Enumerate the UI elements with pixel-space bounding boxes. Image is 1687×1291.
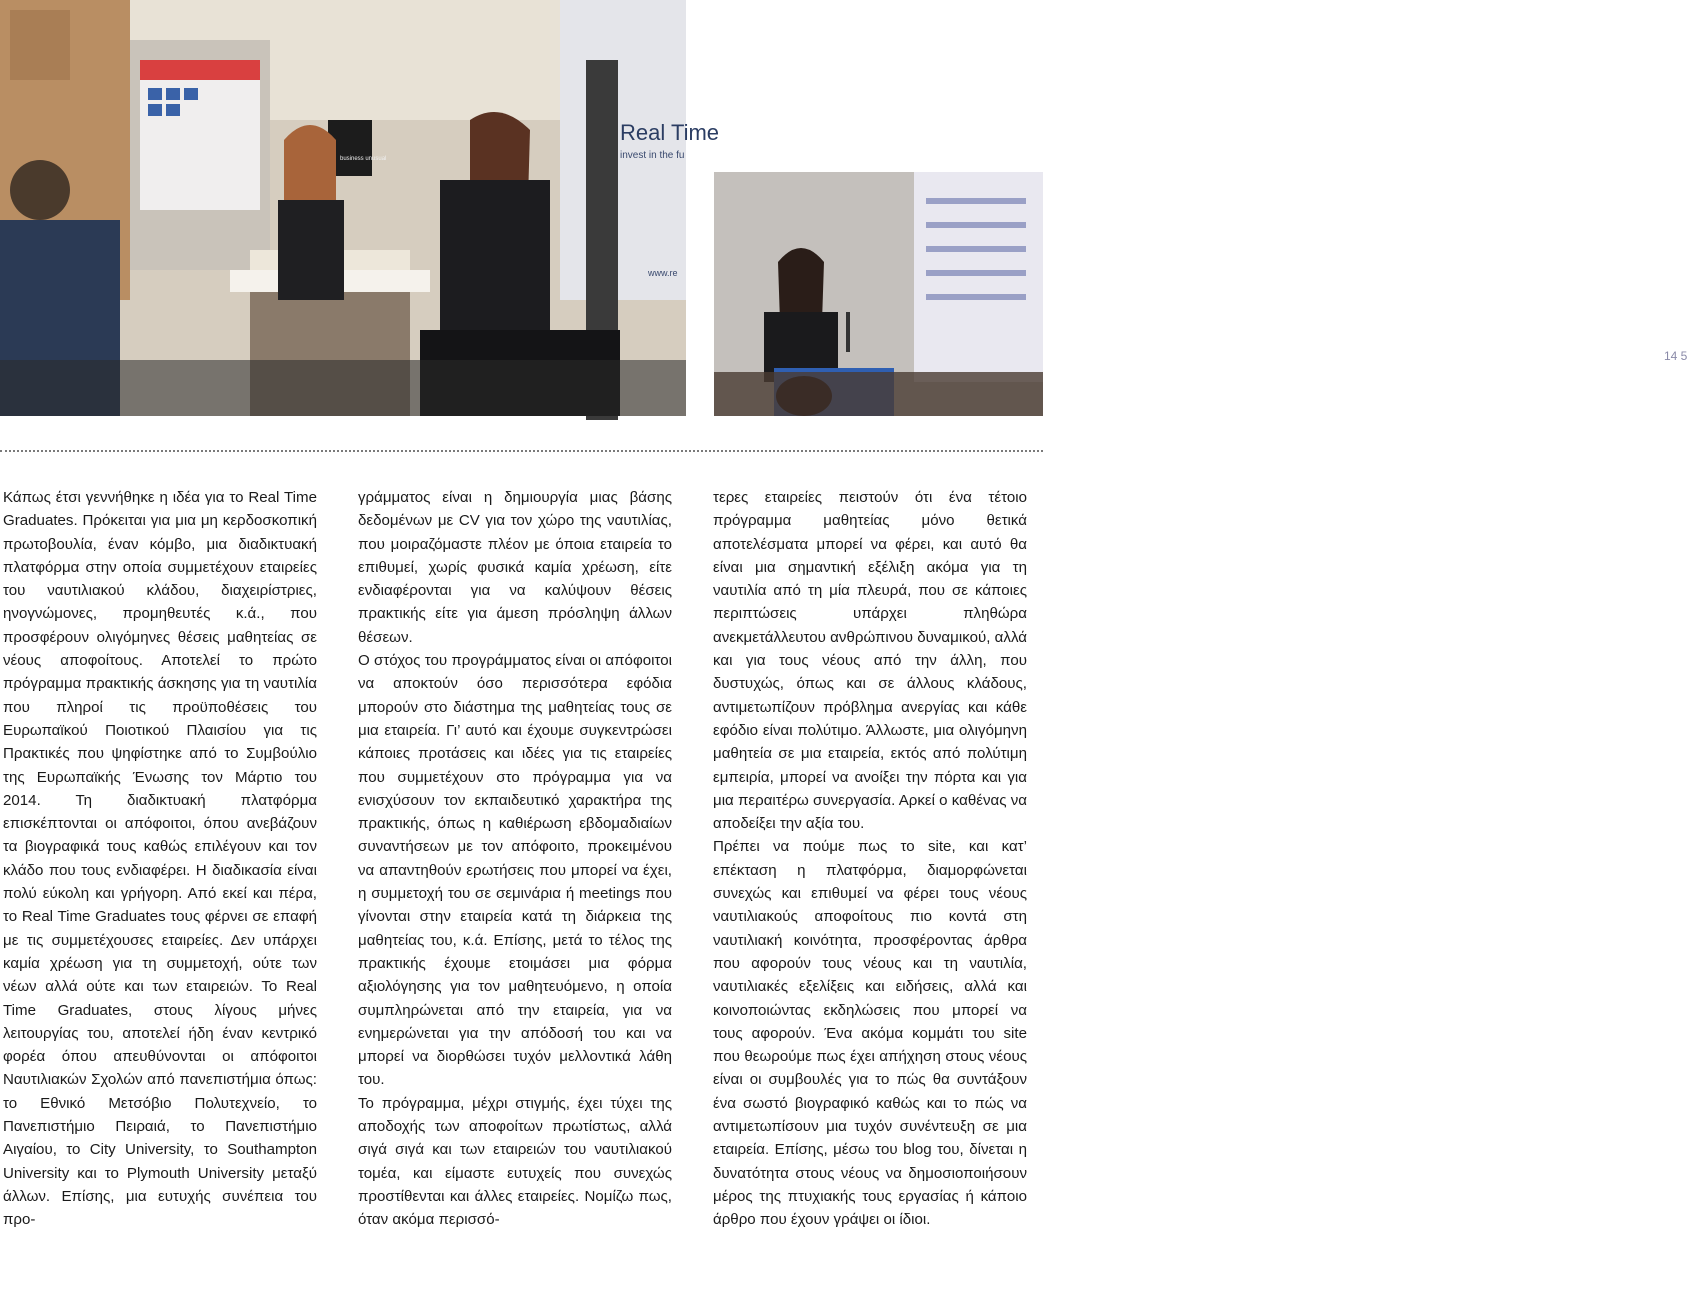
- podium-label-text: nia 2016: [1523, 549, 1575, 564]
- paragraph: Το πρόγραμμα, μέχρι στιγμής, έχει τύχει της αποδοχής των αποφοίτων πρωτίστως, αλλά σιγά σιγά και των εταιρειών του ναυτιλιακού τομέα, και είμαστε ευτυχείς που συνεχώς προστίθενται και άλλες εταιρείες. Νομίζω πως, όταν ακόμα περισσό-: [358, 1094, 672, 1229]
- slide-number-text: 14 5: [1664, 349, 1687, 363]
- paragraph: γράμματος είναι η δημιουργία μιας βάσης δεδομένων με CV για τον χώρο της ναυτιλίας, που μοιραζόμαστε πλέον με όποια εταιρεία το επιθυμεί, χωρίς φυσικά καμία χρέωση, είτε ενδιαφέρονται για να καλύψουν θέσεις πρακτικής είτε για άμεση πρόσληψη άλλων θέσεων.: [358, 489, 672, 646]
- meeting-photo: [0, 0, 720, 416]
- banner-url-text: www.re: [648, 268, 678, 278]
- dotted-divider: [0, 450, 1043, 452]
- paragraph: Ο στόχος του προγράμματος είναι οι απόφοιτοι να αποκτούν όσο περισσότερα εφόδια μπορούν στο διάστημα της μαθητείας τους σε μια εταιρεία. Γι’ αυτό και έχουμε συγκεντρώσει κάποιες προτάσεις και ιδέες για τις εταιρείες που συμμετέχουν στο πρόγραμμα για να ενισχύσουν τον εκπαιδευτικό χαρακτήρα της πρακτικής, όπως η καθιέρωση εβδομαδιαίων συναντήσεων με τον απόφοιτο, προκειμένου να απαντηθούν ερωτήσεις που μπορεί να έχει, η συμμετοχή του σε σεμινάρια ή meetings που γίνονται στην εταιρεία κατά τη διάρκεια της μαθητείας του, κ.ά. Επίσης, μετά το τέλος της πρακτικής έχουμε ετοιμάσει μια φόρμα αξιολόγησης για τον μαθητευόμενο, η οποία συμπληρώνεται από την εταιρεία, για να ενημερώνεται για την απόδοσή του και να μπορεί να διορθώσει τυχόν μελλοντικά λάθη του.: [358, 652, 672, 1089]
- banner-tagline-text: invest in the fu: [620, 150, 685, 161]
- article-column-3: [713, 486, 1027, 1232]
- paragraph: Κάπως έτσι γεννήθηκε η ιδέα για το Real Time Graduates. Πρόκειται για μια μη κερδοσκοπική πρωτοβουλία, έναν κόμβο, μια διαδικτυακή πλατφόρμα στην οποία συμμετέχουν εταιρείες του ναυτιλιακού κλάδου, διαχειρίστριες, ηνογνώμονες, προμηθευτές κ.ά., που προσφέρουν ολιγόμηνες θέσεις μαθητείας σε νέους αποφοίτους. Αποτελεί το πρώτο πρόγραμμα πρακτικής άσκησης για τη ναυτιλία που πληροί τις προϋποθέσεις του Ευρωπαϊκού Ποιοτικού Πλαισίου για τις Πρακτικές που ψηφίστηκε από το Συμβούλιο της Ευρωπαϊκής Ένωσης τον Μάρτιο του 2014. Τη διαδικτυακή πλατφόρμα επισκέπτονται οι απόφοιτοι, όπου ανεβάζουν τα βιογραφικά τους καθώς επιλέγουν και τον κλάδο που τους ενδιαφέρει. Η διαδικασία είναι πολύ εύκολη και γρήγορη. Από εκεί και πέρα, το Real Time Graduates τους φέρνει σε επαφή με τις συμμετέχουσες εταιρείες. Δεν υπάρχει καμία χρέωση για τη συμμετοχή, ούτε των νέων αλλά ούτε και των εταιρειών. Το Real Time Graduates, στους λίγους μήνες λειτουργίας του, αποτελεί ήδη έναν κεντρικό φορέα όπου απευθύνονται οι απόφοιτοι Ναυτιλιακών Σχολών από πανεπιστήμια όπως: το Εθνικό Μετσόβιο Πολυτεχνείο, το Πανεπιστήμιο Πειραιά, το Πανεπιστήμιο Αιγαίου, το City University, το Southampton University και το Plymouth University μεταξύ άλλων. Επίσης, μια ευτυχής συνέπεια του προ-: [3, 489, 317, 1229]
- article-column-2: [358, 486, 672, 1232]
- banner-title-text: Real Time: [620, 120, 720, 145]
- paragraph: τερες εταιρείες πειστούν ότι ένα τέτοιο πρόγραμμα μαθητείας μόνο θετικά αποτελέσματα μπορεί να φέρει, και αυτό θα είναι μια σημαντική εξέλιξη ακόμα για τη ναυτιλία από τη μία πλευρά, που σε κάποιες περιπτώσεις υπάρχει πληθώρα ανεκμετάλλευτου ανθρώπινου δυναμικού, αλλά και για τους νέους από την άλλη, που δυστυχώς, όπως και σε άλλους κλάδους, αντιμετωπίζουν πρόβλημα ανεργίας και κάθε εφόδιο είναι πολύτιμο. Άλλωστε, μια ολιγόμηνη μαθητεία σε μια εταιρεία, εκτός από πολύτιμη εμπειρία, μπορεί να ανοίξει την πόρτα και για μια περαιτέρω συνεργασία. Αρκεί ο καθένας να αποδείξει την αξία του.: [713, 489, 1027, 833]
- article-column-1: [3, 486, 317, 1232]
- speaker-photo: [714, 172, 1687, 564]
- bag-label-text: business unusual: [340, 156, 387, 162]
- speaker-photo-scene: [714, 172, 1043, 416]
- paragraph: Πρέπει να πούμε πως το site, και κατ’ επέκταση η πλατφόρμα, διαμορφώνεται συνεχώς και επιθυμεί να φέρει τους νέους ναυτιλιακούς αποφοίτους πιο κοντά στη ναυτιλιακή κοινότητα, προσφέροντας άρθρα που αφορούν τους νέους και τη ναυτιλία, ναυτιλιακές εξελίξεις και ειδήσεις, αλλά και κοινοποιώντας εκδηλώσεις που μπορεί να τους αφορούν. Ένα ακόμα κομμάτι του site που θεωρούμε πως έχει απήχηση στους νέους είναι οι συμβουλές για το πώς θα συντάξουν ένα σωστό βιογραφικό καθώς και το πώς να αντιμετωπίσουν μια τυχόν συνέντευξη σε μια εταιρεία. Επίσης, μέσω του blog του, δίνεται η δυνατότητα στους νέους να δημοσιοποιήσουν μέρος της πτυχιακής τους εργασίας ή κάποιο άρθρο που έχουν γράψει οι ίδιοι.: [713, 838, 1027, 1229]
- meeting-photo-scene: [0, 0, 686, 416]
